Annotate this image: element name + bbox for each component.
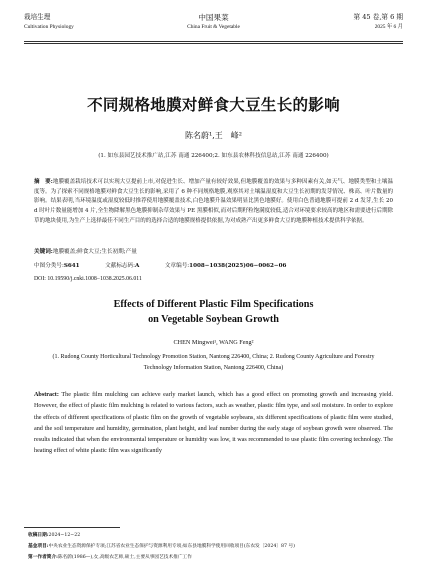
- footnote-funding: [28, 543, 295, 551]
- keywords-cn-text: 地膜覆盖;鲜食大豆;生长初期;产量: [52, 249, 137, 255]
- title-en-line-2: on Vegetable Soybean Growth: [148, 314, 279, 325]
- title-en: [0, 297, 427, 327]
- footnote-author-label: 第一作者简介:: [28, 555, 58, 560]
- footnote-author-text: 陈名蔚(1986—),女,高级农艺师,硕士,主要从事园艺技术推广工作: [57, 555, 192, 560]
- footnote-author: [28, 554, 192, 562]
- footnote-funding-label: 基金项目:: [28, 544, 49, 549]
- keywords-cn: [34, 248, 137, 257]
- keywords-cn-label: 关键词:: [34, 249, 53, 255]
- title-cn: 不同规格地膜对鲜食大豆生长的影响: [87, 95, 340, 114]
- classification-line: [34, 262, 286, 271]
- header-journal-cn: 中国果菜: [198, 13, 229, 22]
- header-section-en: Cultivation Physiology: [24, 24, 74, 30]
- header-rule-top: [24, 41, 403, 42]
- article-no-value: 1008−1038(2025)06−0062−06: [189, 263, 287, 269]
- footnote-received: [28, 532, 80, 540]
- footnote-received-text: 2024−12−22: [48, 533, 81, 538]
- affiliation-cn: (1. 如东县园艺技术推广站,江苏 南通 226400;2. 如东县农林科技信息站,江苏 南通 226400): [98, 153, 329, 159]
- clc-label: 中图分类号:: [34, 263, 64, 269]
- doc-code-label: 文献标志码:: [105, 263, 135, 269]
- footnote-funding-text: 中央农业生态资源保护专项;江苏省农业生态保护与资源利用专项;如东县地膜科学使用回收项目(东农发〔2024〕87 号): [48, 544, 295, 549]
- affiliation-en: (1. Rudong County Horticultural Technology Promotion Station, Nantong 226400, China; 2. Rudong County Agriculture and Forestry Technology Information Station, Nantong 226400, China): [52, 354, 375, 371]
- footnote-received-label: 收稿日期:: [28, 533, 49, 538]
- header-section-cn: 栽培生理: [24, 13, 51, 21]
- header-date: 2025 年 6 月: [374, 24, 403, 30]
- title-en-line-1: Effects of Different Plastic Film Specifications: [113, 299, 314, 310]
- doc-code-value: A: [135, 263, 140, 269]
- abstract-en-label: Abstract:: [34, 392, 59, 398]
- authors-cn: 陈名蔚¹,王 峰²: [185, 131, 242, 140]
- authors-en: CHEN Mingwei¹, WANG Feng²: [173, 339, 254, 346]
- abstract-cn-text: 地膜覆盖栽培技术可以实现大豆提前上市,对促进生长、增加产量有较好效果,但地膜覆盖的效果与多种因素有关,如天气、地膜类型和土壤温度等。为了探索不同规格地膜对鲜食大豆生长的影响,采用了 6 种不同规格地膜,观察其对土壤温湿度和大豆生长初期的发芽情况、株高、叶片数量的影响。结果表明,当环境温度或湿度较低时推荐使用地膜覆盖技术,白色地膜升温效果明显比黑色地膜好。使用白色普通地膜可提前 2 d 发芽,生长 20 d 时叶片数量能增加 4 片,全生物降解黑色地膜抑制杂草效果与 PE 黑膜相似,而对后期籽粒饱满度较低,适合对环境要求较高的地区和需要进行后期除草的地块使用,为生产上选择最佳不同生产目的的选择合适的地膜规格提供依据,为对成熟产出更多鲜食大豆的地膜种植技术提供科学依据。: [34, 179, 394, 224]
- clc-value: S641: [63, 263, 80, 269]
- header-volume: 第 45 卷,第 6 期: [353, 13, 403, 21]
- doi[interactable]: DOI: 10.19590/j.cnki.1008−1038.2025.06.011: [34, 276, 142, 282]
- header-journal-en: China Fruit & Vegetable: [187, 24, 240, 30]
- abstract-en-text: The plastic film mulching can achieve early market launch, which has a good effect on promoting growth and increasing yield. However, the effect of plastic film mulching is related to various factors, such as weather, plastic film type, and soil moisture. In order to explore the effects of different specifications of plastic film on the growth of vegetable soybeans, six different specifications of plastic film were studied, and the soil temperature and humidity, germination, plant height, and leaf number during the early stage of soybean growth were observed. The results indicated that when the environmental temperature or humidity was low, it was recommended to use plastic film covering technology. The heating effect of white plastic film was significantly: [34, 392, 393, 455]
- footnote-rule: [24, 527, 120, 528]
- abstract-en: [34, 390, 393, 458]
- article-no-label: 文章编号:: [164, 263, 190, 269]
- abstract-cn-label: 摘 要:: [34, 179, 53, 185]
- abstract-cn: [34, 178, 393, 227]
- header-rule-bottom: [24, 43, 403, 44]
- running-header: [24, 13, 403, 39]
